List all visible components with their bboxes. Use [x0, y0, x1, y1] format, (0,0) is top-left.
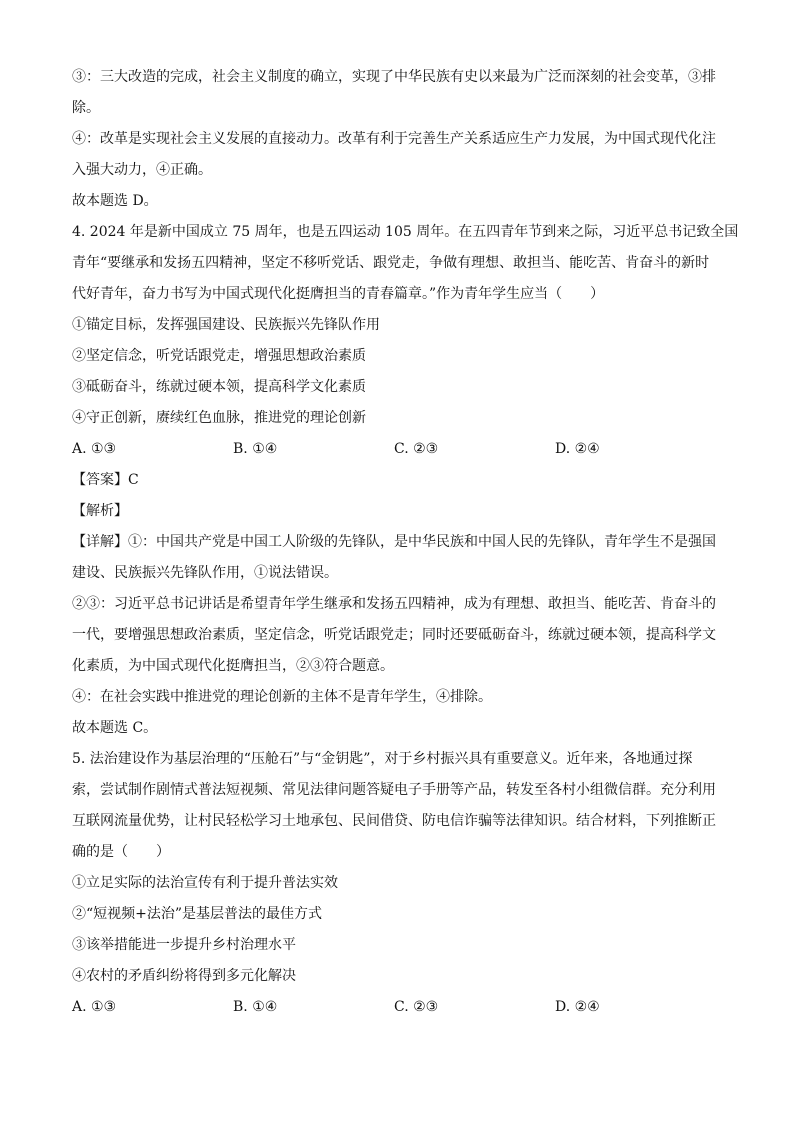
answer-value: C — [128, 472, 139, 488]
q4-option-a: A. ①③ — [72, 441, 117, 457]
q5-item-2: ②“短视频+法治”是基层普法的最佳方式 — [72, 906, 323, 922]
q4-options — [72, 434, 722, 465]
q5-item-1: ①立足实际的法治宣传有利于提升普法实效 — [72, 875, 338, 891]
q4-detail-line4: 一代，要增强思想政治素质，坚定信念，听党话跟党走；同时还要砥砺奋斗，练就过硬本领，提高科学文 — [72, 627, 716, 643]
q4-answer — [72, 465, 722, 496]
q5-stem-line4: 确的是（ ） — [72, 844, 170, 860]
q5-option-b: B. ①④ — [233, 999, 278, 1015]
q4-option-b: B. ①④ — [233, 441, 278, 457]
q4-stem-line2: 青年“要继承和发扬五四精神，坚定不移听党话、跟党走，争做有理想、敢担当、能吃苦、肯奋斗的新时 — [72, 255, 710, 271]
q4-item-2: ②坚定信念，听党话跟党走，增强思想政治素质 — [72, 348, 366, 364]
q5-item-4: ④农村的矛盾纠纷将得到多元化解决 — [72, 968, 296, 984]
q4-conclusion: 故本题选 C。 — [72, 720, 158, 736]
q3-analysis-item3-line2: 除。 — [72, 100, 100, 116]
q5-option-a: A. ①③ — [72, 999, 117, 1015]
q4-detail-line2: 建设、民族振兴先锋队作用，①说法错误。 — [72, 565, 338, 581]
q4-detail-line5: 化素质，为中国式现代化挺膺担当，②③符合题意。 — [72, 658, 394, 674]
q5-stem-line3: 互联网流量优势，让村民轻松学习土地承包、民间借贷、防电信诈骗等法律知识。结合材料，下列推断正 — [72, 813, 716, 829]
q4-stem-line3: 代好青年，奋力书写为中国式现代化挺膺担当的青春篇章。”作为青年学生应当（ ） — [72, 286, 605, 302]
q5-stem-line2: 索，尝试制作剧情式普法短视频、常见法律问题答疑电子手册等产品，转发至各村小组微信群。充分利用 — [72, 782, 716, 798]
document-page — [72, 62, 739, 1023]
q4-item-3: ③砥砺奋斗，练就过硬本领，提高科学文化素质 — [72, 379, 366, 395]
q3-analysis-item3-line1: ③：三大改造的完成，社会主义制度的确立，实现了中华民族有史以来最为广泛而深刻的社会变革，③排 — [72, 69, 716, 85]
answer-tag: 【答案】 — [72, 472, 128, 488]
q4-option-c: C. ②③ — [394, 441, 439, 457]
q5-item-3: ③该举措能进一步提升乡村治理水平 — [72, 937, 296, 953]
q4-detail-line1: 【详解】①：中国共产党是中国工人阶级的先锋队，是中华民族和中国人民的先锋队，青年学生不是强国 — [72, 534, 716, 550]
q4-item-1: ①锚定目标，发挥强国建设、民族振兴先锋队作用 — [72, 317, 380, 333]
q4-stem-line1: 4. 2024 年是新中国成立 75 周年，也是五四运动 105 周年。在五四青年节到来之际，习近平总书记致全国 — [72, 224, 739, 240]
q4-analysis-tag: 【解析】 — [72, 503, 128, 519]
q5-option-d: D. ②④ — [555, 999, 600, 1015]
q5-stem-line1: 5. 法治建设作为基层治理的“压舱石”与“金钥匙”，对于乡村振兴具有重要意义。近年来，各地通过探 — [72, 751, 693, 767]
q4-detail-line6: ④：在社会实践中推进党的理论创新的主体不是青年学生，④排除。 — [72, 689, 492, 705]
q4-item-4: ④守正创新，赓续红色血脉，推进党的理论创新 — [72, 410, 366, 426]
q3-conclusion: 故本题选 D。 — [72, 193, 158, 209]
q4-detail-line3: ②③：习近平总书记讲话是希望青年学生继承和发扬五四精神，成为有理想、敢担当、能吃苦、肯奋斗的 — [72, 596, 716, 612]
q3-analysis-item4-line2: 入强大动力，④正确。 — [72, 162, 212, 178]
q3-analysis-item4-line1: ④：改革是实现社会主义发展的直接动力。改革有利于完善生产关系适应生产力发展，为中国式现代化注 — [72, 131, 716, 147]
q5-options — [72, 992, 722, 1023]
q4-option-d: D. ②④ — [555, 441, 600, 457]
q5-option-c: C. ②③ — [394, 999, 439, 1015]
